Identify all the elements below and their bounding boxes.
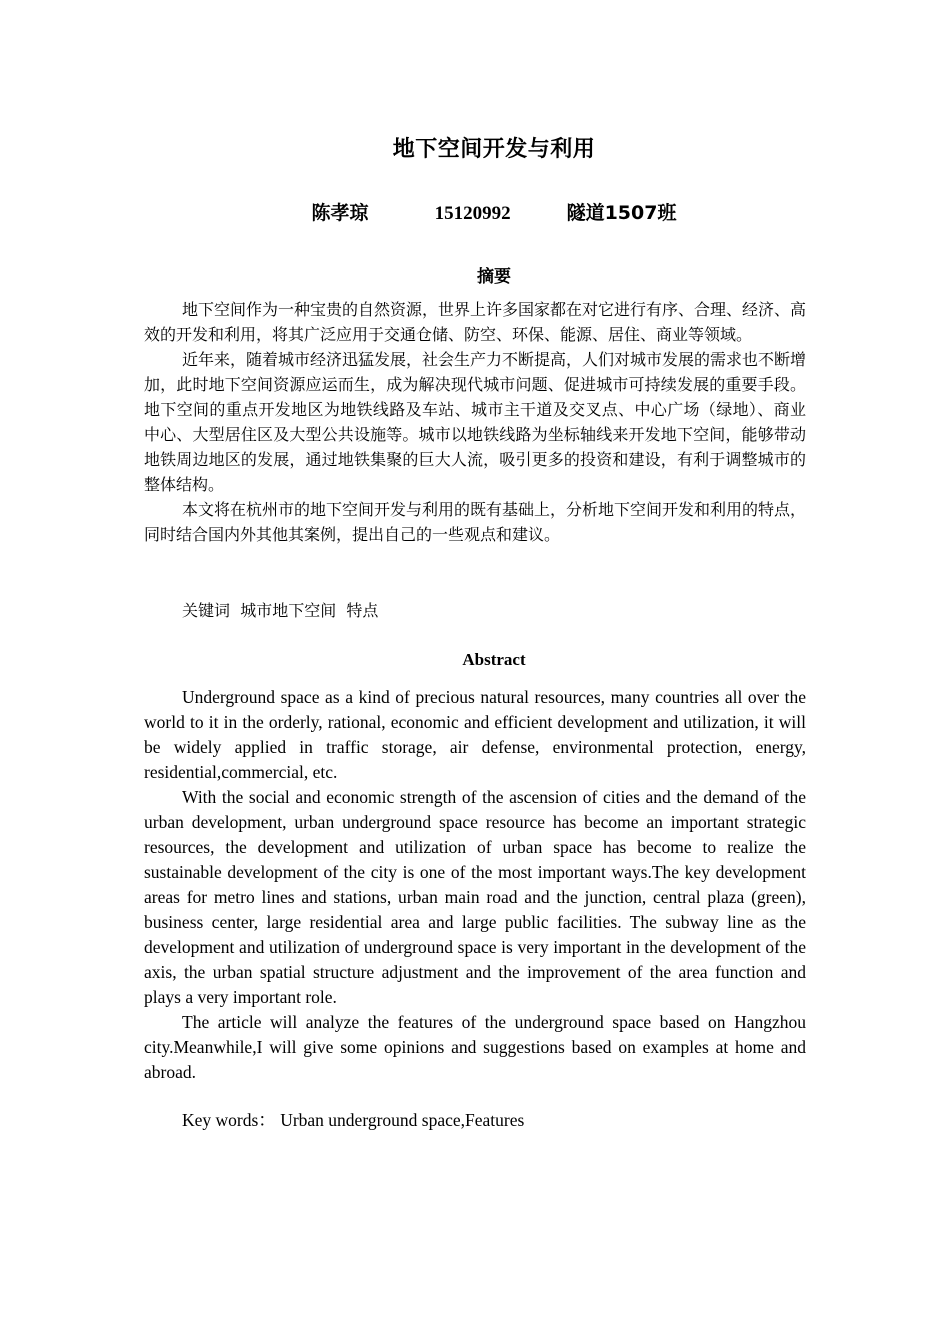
student-id: 15120992 bbox=[434, 203, 511, 224]
abstract-en-paragraph: With the social and economic strength of the ascension of cities and the demand of the urban development, urban underground space resource has become an important strategic resources, the development and utilization of urban space has become to realize the sustainable development of the city is one of the most important ways.The key development areas for metro lines and stations, urban main road and the junction, central plaza (green), business center, large residential area and large public facilities. The subway line as the development and utilization of underground space is very important in the development of the axis, the urban spatial structure adjustment and the improvement of the area function and plays a very important role. bbox=[144, 787, 806, 1007]
abstract-en-paragraph: The article will analyze the features of the underground space based on Hangzhou city.Meanwhile,I will give some opinions and suggestions based on examples at home and abroad. bbox=[144, 1012, 806, 1082]
class-name: 隧道1507班 bbox=[566, 202, 677, 224]
keywords-cn bbox=[182, 598, 378, 623]
keywords-cn-label: 关键词 bbox=[182, 601, 231, 620]
abstract-en-body bbox=[144, 685, 806, 1085]
abstract-cn-body bbox=[144, 297, 806, 547]
page-title: 地下空间开发与利用 bbox=[392, 137, 596, 162]
keywords-en-value: Urban underground space,Features bbox=[280, 1110, 525, 1130]
abstract-cn-paragraph: 地下空间作为一种宝贵的自然资源，世界上许多国家都在对它进行有序、合理、经济、高效的开发和利用，将其广泛应用于交通仓储、防空、环保、能源、居住、商业等领域。 bbox=[144, 300, 807, 344]
author-name: 陈孝琼 bbox=[311, 202, 369, 224]
keywords-en bbox=[182, 1108, 524, 1133]
keywords-cn-value: 城市地下空间 特点 bbox=[240, 601, 379, 620]
author-line bbox=[144, 198, 844, 225]
abstract-en-heading: Abstract bbox=[462, 650, 526, 669]
keywords-en-label: Key words： bbox=[182, 1110, 276, 1130]
abstract-cn-paragraph: 本文将在杭州市的地下空间开发与利用的既有基础上，分析地下空间开发和利用的特点，同时结合国内外其他其案例，提出自己的一些观点和建议。 bbox=[144, 500, 807, 544]
abstract-cn-heading: 摘要 bbox=[477, 267, 511, 287]
abstract-cn-paragraph: 近年来，随着城市经济迅猛发展，社会生产力不断提高，人们对城市发展的需求也不断增加，此时地下空间资源应运而生，成为解决现代城市问题、促进城市可持续发展的重要手段。地下空间的重点开发地区为地铁线路及车站、城市主干道及交叉点、中心广场（绿地）、商业中心、大型居住区及大型公共设施等。城市以地铁线路为坐标轴线来开发地下空间，能够带动地铁周边地区的发展，通过地铁集聚的巨大人流，吸引更多的投资和建设，有利于调整城市的整体结构。 bbox=[144, 350, 807, 494]
abstract-en-paragraph: Underground space as a kind of precious natural resources, many countries all over the world to it in the orderly, rational, economic and efficient development and utilization, it will be widely applied in traffic storage, air defense, environmental protection, energy, residential,commercial, etc. bbox=[144, 687, 806, 782]
